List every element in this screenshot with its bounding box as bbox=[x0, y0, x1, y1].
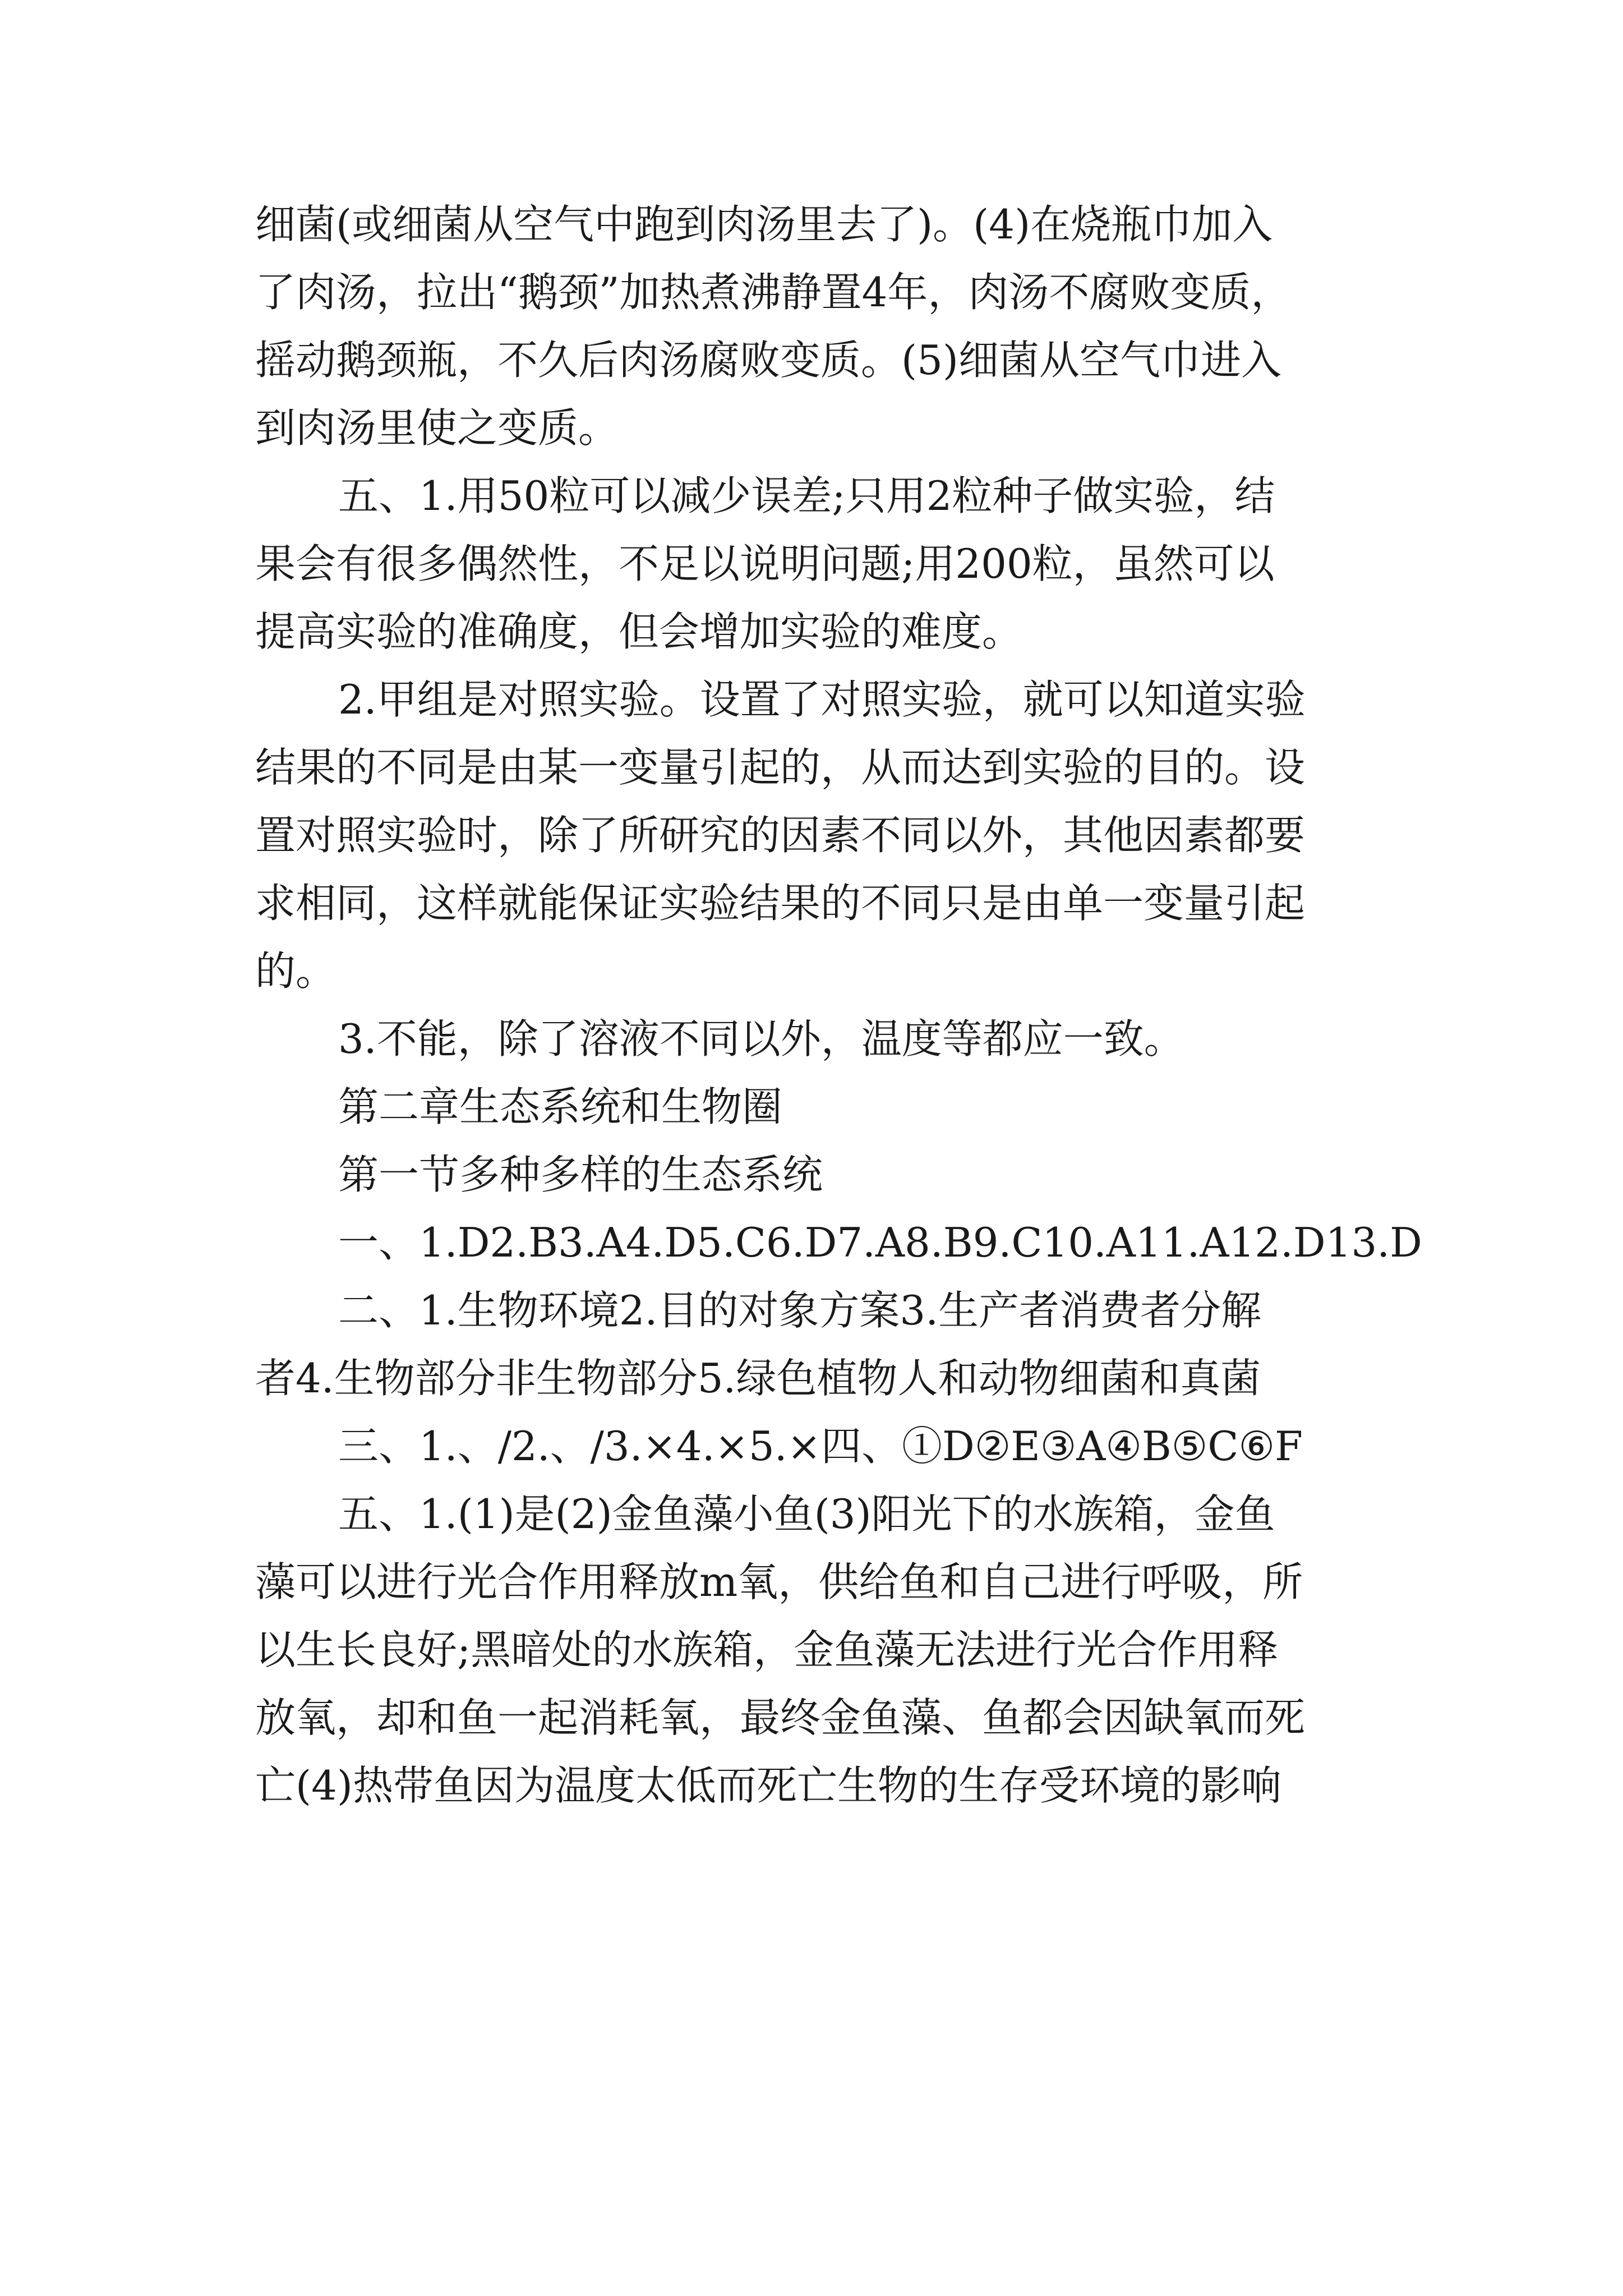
text-line: 了肉汤，拉出“鹅颈”加热煮沸静置4年，肉汤不腐败变质， bbox=[255, 269, 1292, 316]
text-line: 藻可以进行光合作用释放m氧，供给鱼和自己进行呼吸，所 bbox=[255, 1558, 1303, 1605]
text-line: 五、1.用50粒可以减少误差;只用2粒种子做实验，结 bbox=[338, 472, 1275, 519]
text-line: 提高实验的准确度，但会增加实验的难度。 bbox=[255, 608, 1023, 655]
document-body bbox=[255, 191, 1422, 1820]
text-line: 一、1.D2.B3.A4.D5.C6.D7.A8.B9.C10.A11.A12.D13.D bbox=[338, 1219, 1422, 1266]
text-line: 摇动鹅颈瓶，不久后肉汤腐败变质。(5)细菌从空气巾进入 bbox=[255, 337, 1281, 384]
text-line: 放氧，却和鱼一起消耗氧，最终金鱼藻、鱼都会因缺氧而死 bbox=[255, 1694, 1306, 1741]
text-line: 三、1.、/2.、/3.×4.×5.×四、①D②E③A④B⑤C⑥F bbox=[338, 1423, 1303, 1470]
text-line: 果会有很多偶然性，不足以说明问题;用200粒，虽然可以 bbox=[255, 540, 1275, 587]
chapter-heading: 第二章生态系统和生物圈 bbox=[338, 1083, 783, 1130]
text-line: 二、1.生物环境2.目的对象方案3.生产者消费者分解 bbox=[338, 1287, 1262, 1334]
text-line: 以生长良好;黑暗处的水族箱，金鱼藻无法进行光合作用释 bbox=[255, 1626, 1279, 1673]
text-line: 3.不能，除了溶液不同以外，温度等都应一致。 bbox=[338, 1015, 1184, 1062]
text-line: 结果的不同是由某一变量引起的，从而达到实验的目的。设 bbox=[255, 744, 1306, 791]
text-line: 者4.生物部分非生物部分5.绿色植物人和动物细菌和真菌 bbox=[255, 1355, 1261, 1402]
text-line: 细菌(或细菌从空气中跑到肉汤里去了)。(4)在烧瓶巾加入 bbox=[255, 201, 1273, 248]
text-line: 2.甲组是对照实验。设置了对照实验，就可以知道实验 bbox=[338, 676, 1306, 723]
text-line: 置对照实验时，除了所研究的因素不同以外，其他因素都要 bbox=[255, 812, 1306, 859]
text-line: 求相同，这样就能保证实验结果的不同只是由单一变量引起 bbox=[255, 880, 1306, 927]
text-line: 五、1.(1)是(2)金鱼藻小鱼(3)阳光下的水族箱，金鱼 bbox=[338, 1490, 1275, 1538]
text-line: 的。 bbox=[255, 947, 336, 995]
section-heading: 第一节多种多样的生态系统 bbox=[338, 1151, 823, 1198]
text-line: 亡(4)热带鱼因为温度太低而死亡生物的生存受环境的影响 bbox=[255, 1762, 1281, 1809]
text-line: 到肉汤里使之变质。 bbox=[255, 404, 619, 452]
